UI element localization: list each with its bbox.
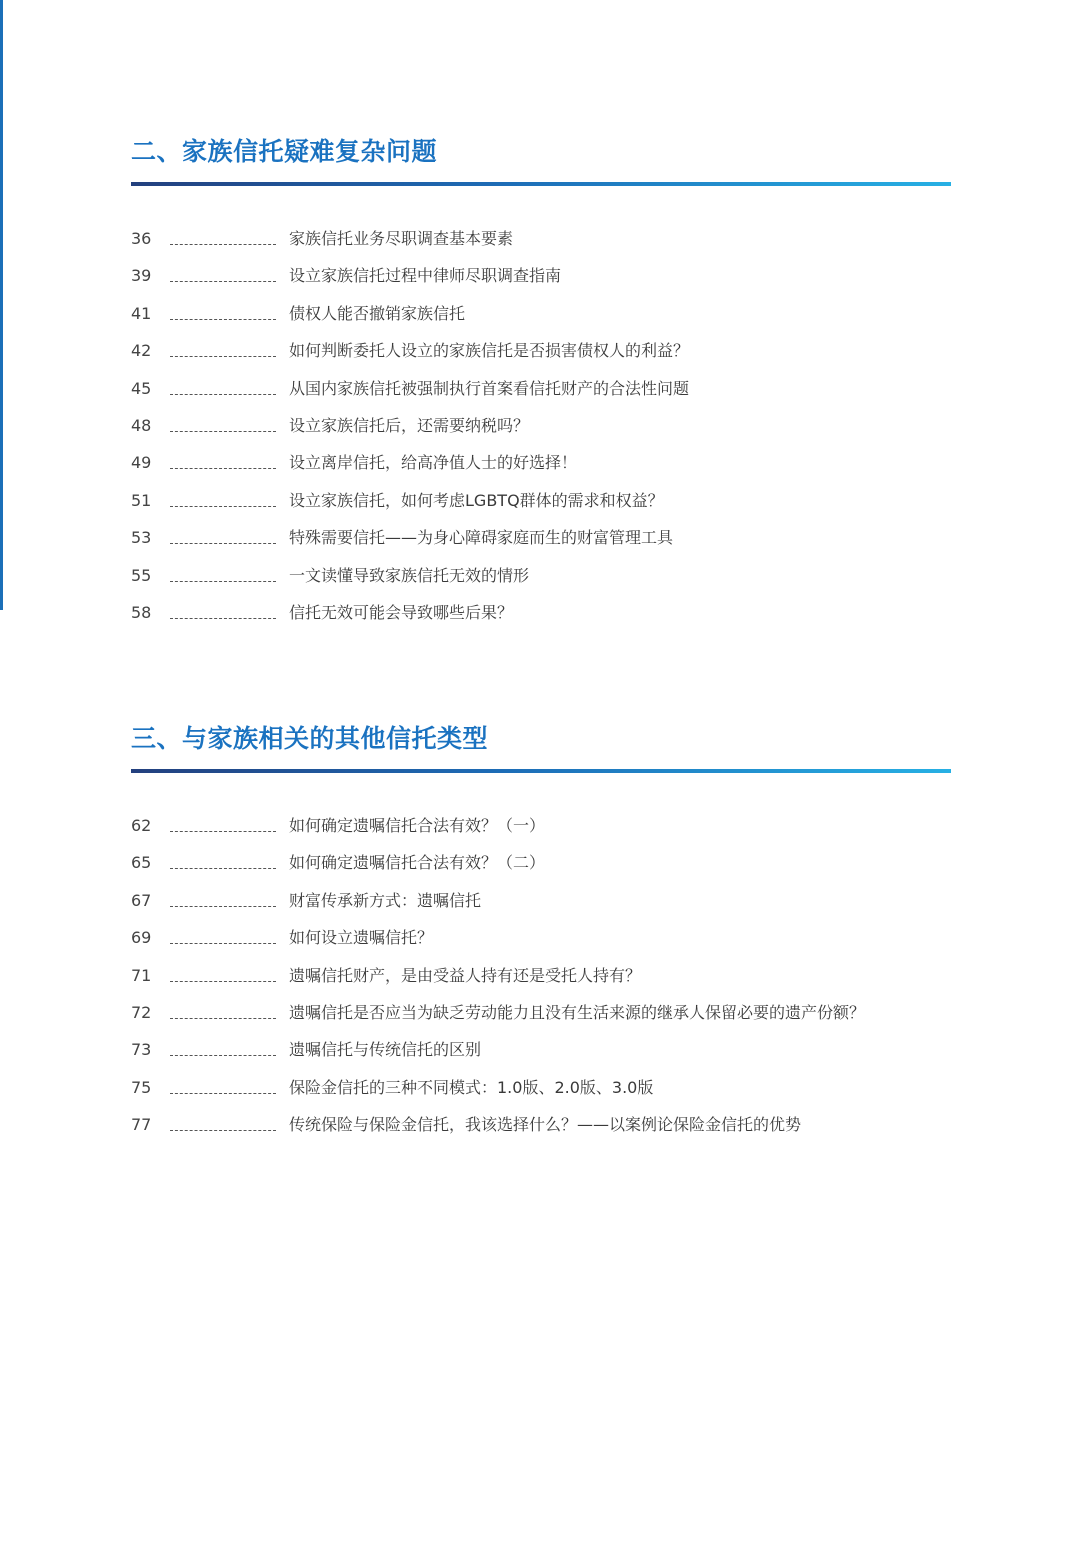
toc-entry-title: 家族信托业务尽职调查基本要素 — [289, 229, 514, 248]
toc-entry-title: 一文读懂导致家族信托无效的情形 — [289, 565, 530, 585]
toc-page-number: 39 — [131, 266, 152, 286]
toc-entry-title: 遗嘱信托财产，是由受益人持有还是受托人持有？ — [289, 965, 642, 985]
toc-leader-line — [170, 356, 276, 357]
toc-entry[interactable] — [131, 220, 951, 257]
toc-page-number: 69 — [131, 928, 152, 948]
toc-entry-title: 设立家族信托过程中律师尽职调查指南 — [289, 266, 562, 286]
toc-entry[interactable] — [131, 594, 951, 631]
toc-entry-title: 信托无效可能会导致哪些后果？ — [289, 602, 514, 622]
toc-leader-line — [170, 319, 276, 320]
toc-page-number: 67 — [131, 890, 152, 910]
toc-entry[interactable] — [131, 257, 951, 294]
toc-entry-title: 债权人能否撤销家族信托 — [289, 303, 466, 323]
toc-page-number: 65 — [131, 853, 152, 873]
toc-leader-line — [170, 581, 276, 582]
toc-leader-line — [170, 1093, 276, 1094]
toc-section-other-trust-types — [131, 719, 951, 1144]
toc-entry-title: 从国内家族信托被强制执行首案看信托财产的合法性问题 — [289, 378, 690, 398]
toc-entry[interactable] — [131, 370, 951, 407]
toc-leader-line — [170, 1130, 276, 1131]
toc-entry[interactable] — [131, 844, 951, 881]
toc-page-number: 71 — [131, 965, 152, 985]
toc-leader-line — [170, 981, 276, 982]
toc-page-number: 62 — [131, 816, 152, 835]
toc-leader-line — [170, 618, 276, 619]
toc-leader-line — [170, 1055, 276, 1056]
toc-page-number: 75 — [131, 1077, 152, 1097]
toc-entry-title: 如何设立遗嘱信托？ — [289, 928, 434, 948]
toc-page-number: 58 — [131, 602, 152, 622]
toc-leader-line — [170, 943, 276, 944]
toc-page-number: 42 — [131, 341, 152, 361]
toc-entry-title: 保险金信托的三种不同模式：1.0版、2.0版、3.0版 — [289, 1077, 654, 1097]
section-title: 三、与家族相关的其他信托类型 — [131, 724, 489, 753]
toc-entry[interactable] — [131, 957, 951, 994]
toc-entry[interactable] — [131, 332, 951, 369]
toc-entry-title: 如何确定遗嘱信托合法有效？（二） — [289, 853, 546, 873]
toc-entry-title: 财富传承新方式：遗嘱信托 — [289, 890, 482, 910]
toc-page-number: 36 — [131, 229, 152, 248]
toc-leader-line — [170, 543, 276, 544]
toc-entry-title: 遗嘱信托与传统信托的区别 — [289, 1040, 482, 1060]
toc-leader-line — [170, 281, 276, 282]
toc-entry-title: 特殊需要信托——为身心障碍家庭而生的财富管理工具 — [289, 528, 674, 548]
section-title: 二、家族信托疑难复杂问题 — [131, 137, 438, 166]
toc-page-number: 55 — [131, 565, 152, 585]
toc-entry-title: 如何判断委托人设立的家族信托是否损害债权人的利益？ — [289, 341, 690, 361]
toc-leader-line — [170, 394, 276, 395]
toc-entry-title: 遗嘱信托是否应当为缺乏劳动能力且没有生活来源的继承人保留必要的遗产份额？ — [289, 1002, 866, 1022]
toc-leader-line — [170, 468, 276, 469]
toc-page-number: 53 — [131, 528, 152, 548]
toc-leader-line — [170, 431, 276, 432]
toc-entry[interactable] — [131, 1069, 951, 1106]
toc-entry-title: 设立离岸信托，给高净值人士的好选择！ — [289, 453, 578, 473]
toc-entry[interactable] — [131, 482, 951, 519]
toc-leader-line — [170, 831, 276, 832]
toc-leader-line — [170, 868, 276, 869]
toc-leader-line — [170, 506, 276, 507]
toc-entry[interactable] — [131, 407, 951, 444]
toc-entry-title: 如何确定遗嘱信托合法有效？（一） — [289, 816, 546, 835]
toc-entry-title: 设立家族信托后，还需要纳税吗？ — [289, 415, 530, 435]
toc-leader-line — [170, 244, 276, 245]
toc-entry[interactable] — [131, 882, 951, 919]
toc-entry[interactable] — [131, 519, 951, 556]
toc-entry[interactable] — [131, 1106, 951, 1143]
section-title-rule — [131, 182, 951, 186]
toc-page-number: 51 — [131, 490, 152, 510]
toc-entry[interactable] — [131, 919, 951, 956]
toc-page-number: 41 — [131, 303, 152, 323]
toc-leader-line — [170, 906, 276, 907]
toc-page-number: 77 — [131, 1115, 152, 1135]
page-edge-bar — [0, 0, 3, 610]
toc-entry-title: 传统保险与保险金信托，我该选择什么？——以案例论保险金信托的优势 — [289, 1115, 802, 1135]
toc-leader-line — [170, 1018, 276, 1019]
toc-entry[interactable] — [131, 557, 951, 594]
toc-section-family-trust-issues — [131, 132, 951, 631]
toc-page-number: 73 — [131, 1040, 152, 1060]
toc-list — [131, 220, 951, 631]
toc-list — [131, 807, 951, 1144]
toc-page-number: 48 — [131, 415, 152, 435]
toc-entry[interactable] — [131, 994, 951, 1031]
toc-entry[interactable] — [131, 444, 951, 481]
toc-page-number: 72 — [131, 1002, 152, 1022]
section-title-rule — [131, 769, 951, 773]
toc-page-number: 49 — [131, 453, 152, 473]
toc-entry[interactable] — [131, 807, 951, 844]
toc-entry[interactable] — [131, 295, 951, 332]
toc-entry-title: 设立家族信托，如何考虑LGBTQ群体的需求和权益？ — [289, 490, 664, 510]
toc-entry[interactable] — [131, 1031, 951, 1068]
toc-page-number: 45 — [131, 378, 152, 398]
